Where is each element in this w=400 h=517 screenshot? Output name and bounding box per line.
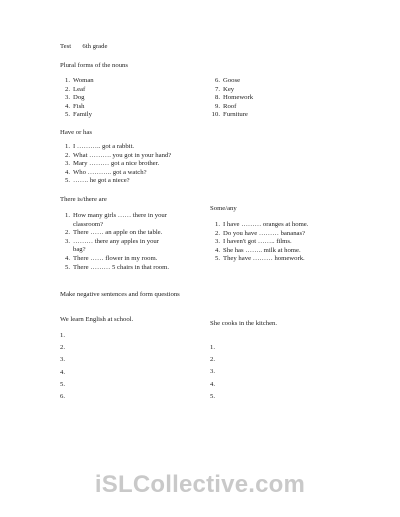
have-has-item <box>60 169 220 178</box>
answer-line: 4. <box>60 368 66 376</box>
plural-item <box>210 103 330 112</box>
grade-label: 6th grade <box>82 43 108 50</box>
item-text: Roof <box>223 102 237 110</box>
item-number: 4. <box>64 102 70 110</box>
item-text: There …… flower in my room. <box>73 254 158 262</box>
item-number: 2. <box>64 229 70 237</box>
item-text: They have ……… homework. <box>223 255 305 263</box>
item-number: 4. <box>64 254 70 262</box>
item-number: 8. <box>214 94 220 102</box>
item-number: 4. <box>214 246 220 254</box>
item-text: Leaf <box>73 85 86 93</box>
there-list <box>60 212 210 272</box>
answer-line: 1. <box>210 344 216 351</box>
item-number: 5. <box>64 263 70 271</box>
item-text: I have ……… oranges at home. <box>223 221 309 228</box>
right-answer-lines <box>210 342 215 403</box>
item-number: 6. <box>214 77 220 84</box>
there-item <box>60 221 210 230</box>
item-text: I haven't got …….. films. <box>223 238 292 246</box>
plural-list-right <box>210 77 330 120</box>
there-item <box>60 246 210 255</box>
item-text: Key <box>223 85 235 93</box>
item-number: 5. <box>64 177 70 185</box>
there-item <box>60 212 210 221</box>
item-number: 10. <box>211 111 220 119</box>
answer-line: 6. <box>60 392 66 400</box>
plural-item <box>210 77 330 86</box>
plural-item <box>210 94 330 103</box>
have-has-item <box>60 143 220 152</box>
item-number: 3. <box>64 237 70 245</box>
some-any-heading: Some/any <box>210 205 237 212</box>
item-number: 5. <box>214 255 220 263</box>
have-has-item <box>60 160 220 169</box>
plural-item <box>60 77 180 86</box>
item-text: Who ……….. got a watch? <box>73 168 147 176</box>
plural-item <box>60 94 180 103</box>
item-text: bag? <box>73 246 86 254</box>
item-text: Furniture <box>223 111 248 119</box>
item-number: 1. <box>64 212 70 219</box>
some-any-item <box>210 230 360 239</box>
site-watermark: iSLCollective.com <box>94 471 306 498</box>
right-sentence: She cooks in the kitchen. <box>210 320 278 327</box>
item-number: 7. <box>214 85 220 93</box>
answer-line: 5. <box>60 380 66 388</box>
plural-list-left <box>60 77 180 120</box>
item-text: ……… there any apples in your <box>73 237 159 245</box>
answer-line: 2. <box>210 356 216 364</box>
plural-item <box>60 86 180 95</box>
item-text: Dog <box>73 94 85 102</box>
answer-line: 3. <box>210 368 216 376</box>
item-number: 3. <box>214 238 220 246</box>
item-text: I ……….. got a rabbit. <box>73 143 135 150</box>
answer-line: 2. <box>60 344 66 352</box>
test-title <box>60 43 107 50</box>
plural-item <box>210 86 330 95</box>
plural-heading: Plural forms of the nouns <box>60 62 128 69</box>
plural-item <box>210 111 330 120</box>
item-text: What ………. you got in your hand? <box>73 151 172 159</box>
item-number: 3. <box>64 94 70 102</box>
some-any-list <box>210 221 360 264</box>
answer-line: 1. <box>60 332 66 339</box>
left-answer-lines <box>60 330 65 403</box>
item-text: Mary ……… got a nice brother. <box>73 160 160 168</box>
answer-line: 5. <box>210 392 216 400</box>
item-number: 2. <box>64 85 70 93</box>
have-has-list <box>60 143 220 186</box>
some-any-item <box>210 247 360 256</box>
item-text: Goose <box>223 77 241 84</box>
some-any-item <box>210 221 360 230</box>
there-heading: There is/there are <box>60 196 107 203</box>
item-text: classroom? <box>73 220 104 228</box>
item-text: How many girls …… there in your <box>73 212 167 219</box>
item-text: There …… an apple on the table. <box>73 229 163 237</box>
some-any-item <box>210 238 360 247</box>
there-item <box>60 264 210 273</box>
plural-item <box>60 103 180 112</box>
item-number: 4. <box>64 168 70 176</box>
item-number: 9. <box>214 102 220 110</box>
item-text: There ……… 5 chairs in that room. <box>73 263 170 271</box>
left-sentence: We learn English at school. <box>60 316 134 323</box>
item-text: ……. he got a niece? <box>73 177 130 185</box>
item-text: Homework <box>223 94 254 102</box>
have-has-item <box>60 177 220 186</box>
plural-item <box>60 111 180 120</box>
item-text: Family <box>73 111 92 119</box>
item-number: 1. <box>214 221 220 228</box>
item-number: 1. <box>64 143 70 150</box>
there-item <box>60 238 210 247</box>
item-number: 2. <box>214 229 220 237</box>
some-any-item <box>210 255 360 264</box>
there-item <box>60 255 210 264</box>
item-number: 3. <box>64 160 70 168</box>
answer-line: 3. <box>60 356 66 364</box>
item-text: She has …….. milk at home. <box>223 246 301 254</box>
have-has-heading: Have or has <box>60 129 92 136</box>
item-number: 2. <box>64 151 70 159</box>
item-number: 1. <box>64 77 70 84</box>
have-has-item <box>60 152 220 161</box>
item-text: Woman <box>73 77 94 84</box>
answer-line: 4. <box>210 380 216 388</box>
item-text: Fish <box>73 102 85 110</box>
there-item <box>60 229 210 238</box>
test-label: Test <box>60 43 72 50</box>
negative-heading: Make negative sentences and form questions <box>60 291 180 298</box>
item-text: Do you have ……… bananas? <box>223 229 306 237</box>
item-number: 5. <box>64 111 70 119</box>
